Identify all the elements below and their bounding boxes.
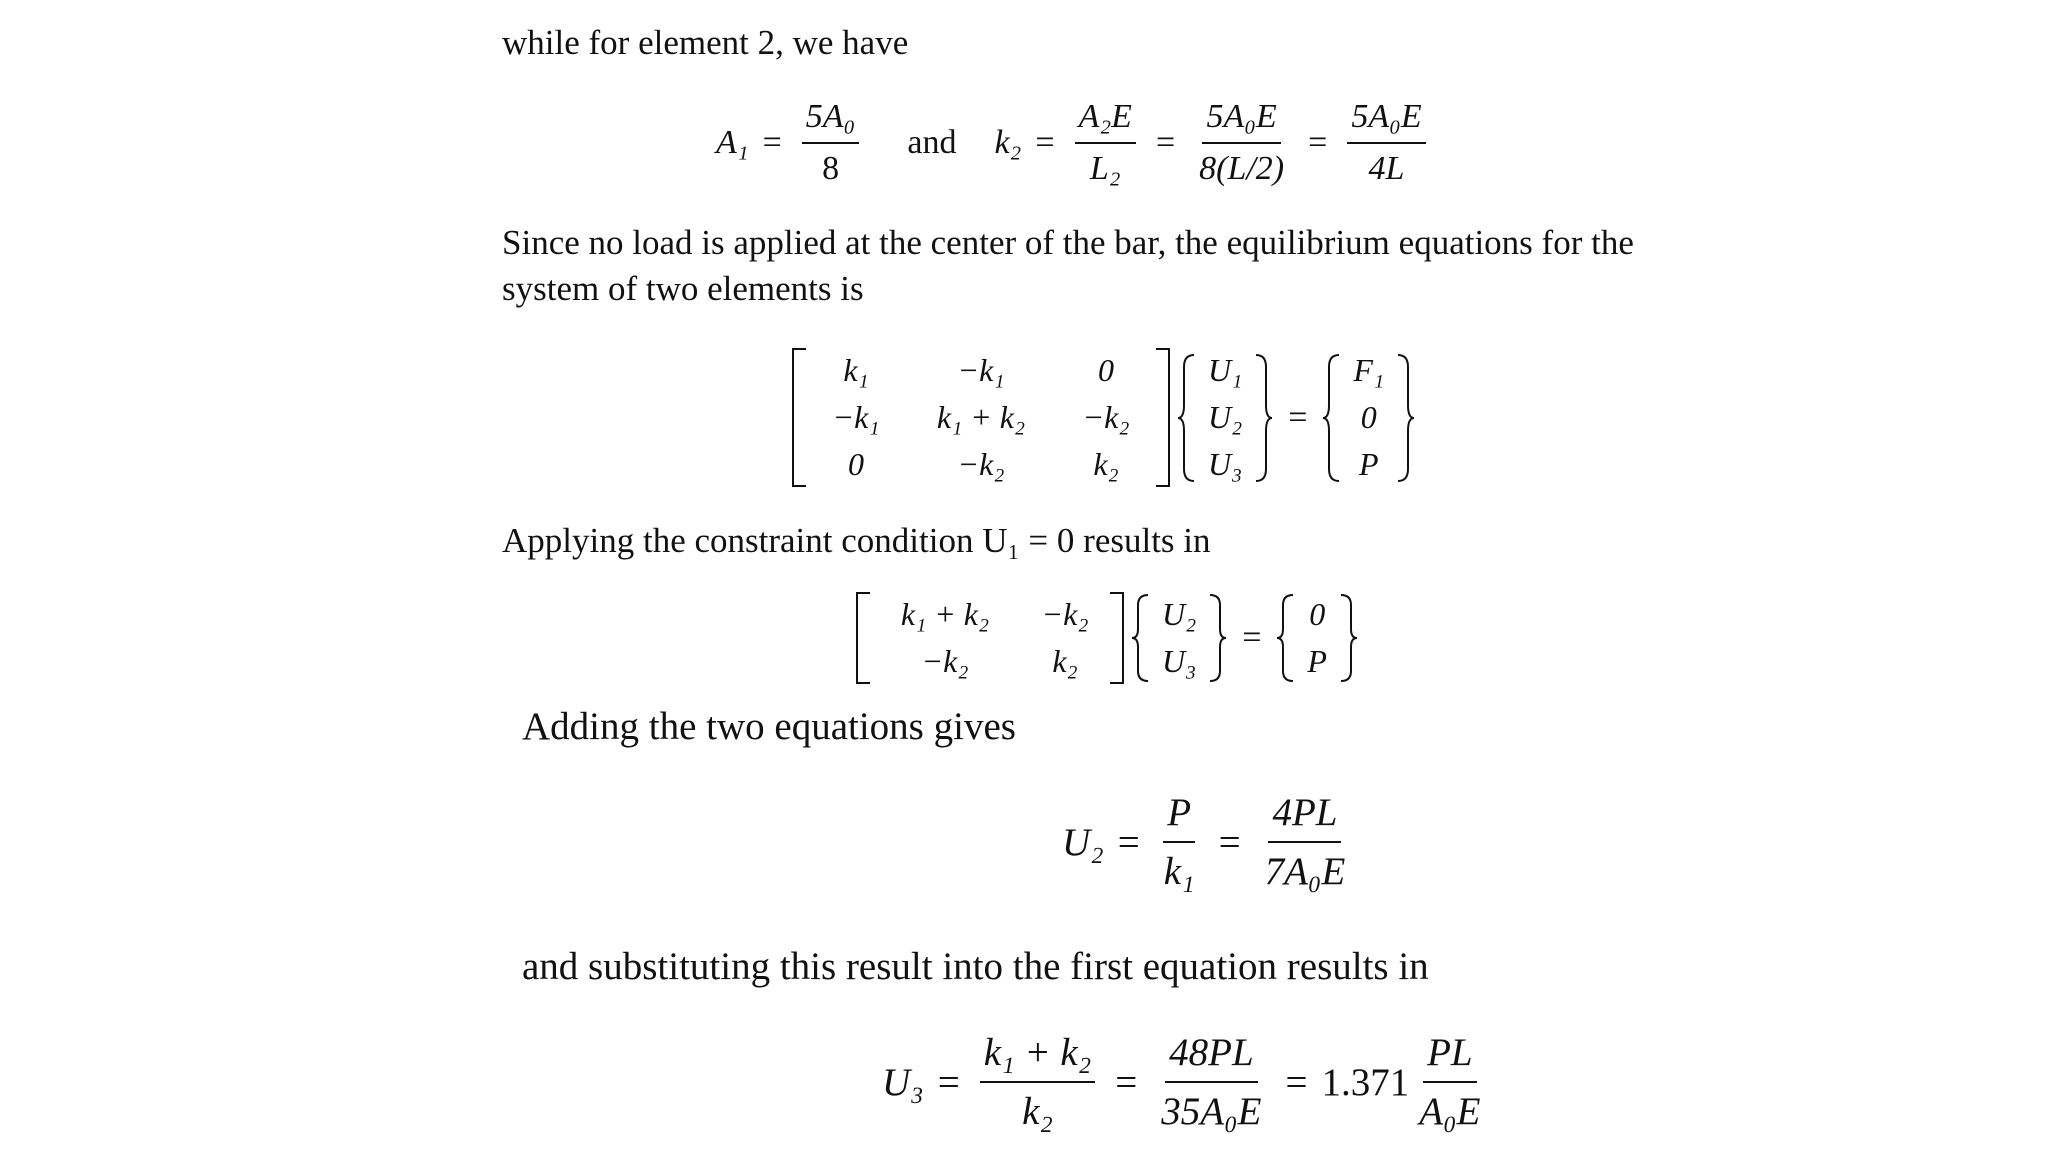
- equation-u3-solution: [882, 1030, 1490, 1134]
- vector-entry: U₂: [1208, 399, 1243, 435]
- text-intro-element-2: while for element 2, we have: [502, 23, 909, 62]
- matrix-cell: k₂: [1093, 446, 1119, 482]
- equals-sign: =: [762, 124, 782, 161]
- numerator: 5A₀E: [1202, 98, 1280, 144]
- text-constraint-condition: Applying the constraint condition U₁ = 0 results in: [502, 521, 1211, 560]
- denominator: k₁: [1163, 850, 1195, 893]
- right-brace-icon: [1396, 353, 1416, 483]
- fraction: [1151, 1030, 1271, 1134]
- equals-sign: =: [1242, 619, 1262, 656]
- text-adding-equations: Adding the two equations gives: [522, 705, 1016, 748]
- matrix-cell: −k₂: [921, 643, 969, 679]
- matrix-cell: −k₁: [957, 352, 1005, 388]
- fraction: [1409, 1030, 1490, 1134]
- equals-sign: =: [1285, 1060, 1308, 1104]
- matrix-cell: −k₂: [1082, 399, 1130, 435]
- eq1-k2-lhs: k₂: [994, 124, 1022, 161]
- denominator: L₂: [1089, 150, 1121, 187]
- vector-entry: P: [1307, 643, 1327, 679]
- fraction: [1069, 98, 1142, 188]
- fraction: [1154, 790, 1205, 894]
- left-brace-icon: [1321, 353, 1341, 483]
- vector-entry: U₁: [1208, 352, 1243, 388]
- vector-entry: U₃: [1208, 446, 1243, 482]
- denominator: A₀E: [1419, 1090, 1481, 1133]
- force-vector: [1295, 592, 1339, 684]
- equals-sign: =: [937, 1060, 960, 1104]
- matrix-cell: k₁: [843, 352, 869, 388]
- stiffness-matrix-3x3: [792, 348, 1170, 487]
- numerator: P: [1163, 790, 1195, 843]
- vector-entry: U₂: [1162, 596, 1197, 632]
- numerator: A₂E: [1075, 98, 1136, 144]
- equation-area-and-stiffness: [716, 98, 1432, 188]
- equals-sign: =: [1117, 820, 1140, 864]
- eq5-lhs: U₃: [882, 1060, 924, 1104]
- matrix-cell: k₁ + k₂: [900, 596, 990, 632]
- denominator: 8(L/2): [1199, 150, 1285, 187]
- text-substituting-result: and substituting this result into the first equation results in: [522, 945, 1429, 988]
- equation-global-stiffness-system: [792, 348, 1416, 487]
- numerator: PL: [1423, 1030, 1477, 1083]
- fraction: [796, 98, 866, 188]
- equation-u2-solution: [1062, 790, 1355, 894]
- left-brace-icon: [1176, 353, 1196, 483]
- fraction: [974, 1030, 1102, 1134]
- eq1-a1-lhs: A₁: [716, 124, 749, 161]
- vector-entry: 0: [1360, 399, 1377, 435]
- vector-entry: F₁: [1353, 352, 1385, 388]
- fraction: [1341, 98, 1431, 188]
- matrix-cell: −k₂: [957, 446, 1005, 482]
- equals-sign: =: [1288, 398, 1308, 436]
- denominator: 4L: [1368, 150, 1405, 187]
- equals-sign: =: [1218, 820, 1241, 864]
- eq5-coefficient: 1.371: [1321, 1060, 1410, 1104]
- equals-sign: =: [1308, 124, 1328, 161]
- matrix-cell: k₁ + k₂: [936, 399, 1026, 435]
- right-brace-icon: [1339, 593, 1359, 683]
- numerator: 5A₀E: [1347, 98, 1425, 144]
- numerator: 48PL: [1165, 1030, 1258, 1083]
- vector-entry: 0: [1309, 596, 1326, 632]
- fraction: [1255, 790, 1356, 894]
- vector-entry: U₃: [1162, 643, 1197, 679]
- right-brace-icon: [1254, 353, 1274, 483]
- equals-sign: =: [1115, 1060, 1138, 1104]
- left-brace-icon: [1130, 593, 1150, 683]
- numerator: k₁ + k₂: [980, 1030, 1096, 1083]
- denominator: 7A₀E: [1264, 850, 1346, 893]
- matrix-cell: 0: [1098, 352, 1114, 388]
- vector-entry: P: [1358, 446, 1379, 482]
- equals-sign: =: [1155, 124, 1176, 161]
- denominator: 35A₀E: [1161, 1090, 1262, 1133]
- fraction: [1189, 98, 1294, 188]
- denominator: k₂: [1022, 1090, 1053, 1133]
- matrix-cell: 0: [848, 446, 864, 482]
- right-brace-icon: [1208, 593, 1228, 683]
- text-no-load-line-2: system of two elements is: [502, 269, 864, 308]
- stiffness-matrix-2x2: [856, 592, 1124, 684]
- matrix-cell: k₂: [1052, 643, 1078, 679]
- eq1-and-word: and: [907, 124, 957, 161]
- equation-reduced-system: [856, 592, 1359, 684]
- denominator: 8: [822, 150, 840, 187]
- left-brace-icon: [1275, 593, 1295, 683]
- numerator: 5A₀: [802, 98, 860, 144]
- numerator: 4PL: [1268, 790, 1341, 843]
- displacement-vector: [1196, 348, 1254, 487]
- displacement-vector: [1150, 592, 1208, 684]
- eq4-lhs: U₂: [1062, 820, 1104, 864]
- text-no-load-line-1: Since no load is applied at the center of the bar, the equilibrium equations for the: [502, 223, 1634, 262]
- force-vector: [1341, 348, 1396, 487]
- equals-sign: =: [1035, 124, 1055, 161]
- matrix-cell: −k₂: [1041, 596, 1089, 632]
- matrix-cell: −k₁: [832, 399, 880, 435]
